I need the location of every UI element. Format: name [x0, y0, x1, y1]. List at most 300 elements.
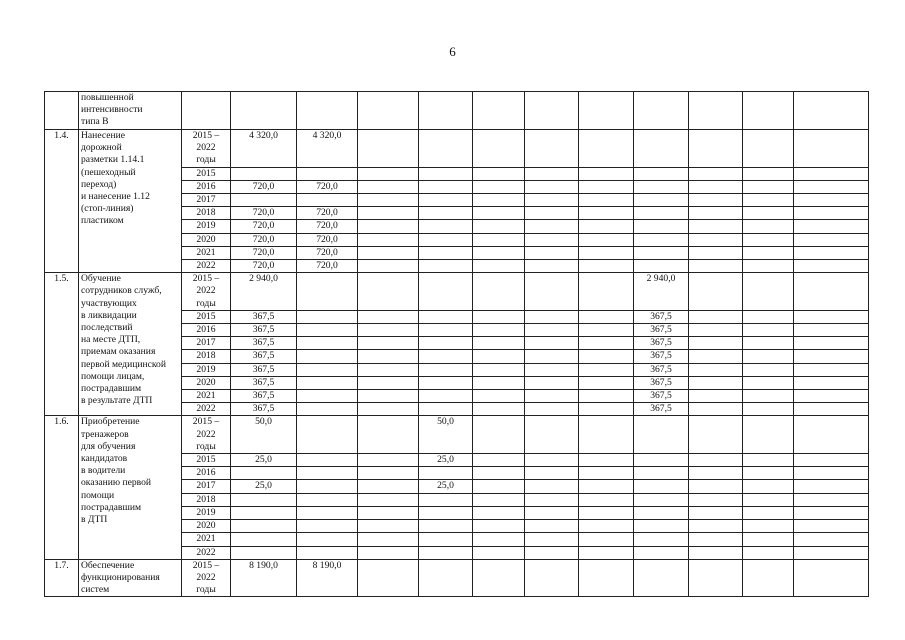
text-line: 2022: [196, 571, 216, 583]
year-cell: 2019: [182, 363, 231, 376]
value-cell: [743, 493, 794, 506]
text-line: приемам оказания: [81, 346, 156, 358]
value-cell: [689, 167, 743, 180]
value-cell: [689, 92, 743, 130]
year-cell: 2022: [182, 546, 231, 559]
value-cell: [743, 559, 794, 597]
value-cell: [525, 350, 579, 363]
value-cell: [689, 480, 743, 493]
value-cell: [419, 337, 473, 350]
year-cell: 2015: [182, 454, 231, 467]
value-cell: [794, 310, 869, 323]
value-cell: [473, 246, 525, 259]
value-cell: [525, 546, 579, 559]
value-cell: [419, 310, 473, 323]
item-number-cell: [45, 92, 79, 130]
value-cell: [473, 363, 525, 376]
text-line: функционирования: [81, 571, 160, 583]
value-cell: [297, 194, 358, 207]
value-cell: [794, 403, 869, 416]
value-cell: [473, 376, 525, 389]
text-line: 2022: [196, 428, 216, 440]
value-cell: [794, 167, 869, 180]
year-cell: 2015: [182, 167, 231, 180]
value-cell: [689, 403, 743, 416]
value-cell: [358, 493, 419, 506]
value-cell: [358, 350, 419, 363]
value-cell: [634, 233, 689, 246]
value-cell: [743, 520, 794, 533]
value-cell: 25,0: [419, 480, 473, 493]
value-cell: [579, 416, 634, 454]
year-cell: 2020: [182, 376, 231, 389]
value-cell: [525, 130, 579, 168]
value-cell: [473, 233, 525, 246]
table-row: [45, 416, 869, 454]
table-row: [45, 130, 869, 168]
text-line: пострадавшим: [81, 383, 142, 395]
value-cell: [743, 506, 794, 519]
value-cell: [689, 246, 743, 259]
value-cell: [743, 180, 794, 193]
value-cell: [297, 310, 358, 323]
value-cell: [358, 92, 419, 130]
value-cell: 367,5: [634, 403, 689, 416]
value-cell: [525, 246, 579, 259]
text-line: сотрудников служб,: [81, 285, 162, 297]
value-cell: [634, 260, 689, 273]
value-cell: [794, 337, 869, 350]
value-cell: [419, 559, 473, 597]
table-row-continued: [45, 92, 869, 130]
value-cell: [358, 310, 419, 323]
value-cell: 367,5: [231, 337, 297, 350]
text-line: и нанесение 1.12: [81, 191, 150, 203]
value-cell: [634, 559, 689, 597]
value-cell: [473, 260, 525, 273]
value-cell: [743, 324, 794, 337]
value-cell: [182, 92, 231, 130]
value-cell: [297, 363, 358, 376]
value-cell: 720,0: [231, 220, 297, 233]
value-cell: [689, 220, 743, 233]
value-cell: [231, 194, 297, 207]
text-line: последствий: [81, 322, 133, 334]
text-line: 2015 –: [192, 559, 220, 571]
value-cell: [794, 533, 869, 546]
value-cell: 25,0: [231, 454, 297, 467]
value-cell: [579, 376, 634, 389]
value-cell: [579, 363, 634, 376]
value-cell: [579, 390, 634, 403]
item-name-cell: [79, 559, 182, 597]
value-cell: [358, 533, 419, 546]
value-cell: [579, 403, 634, 416]
value-cell: [525, 92, 579, 130]
value-cell: [689, 533, 743, 546]
value-cell: 367,5: [231, 390, 297, 403]
value-cell: 367,5: [231, 376, 297, 389]
text-line: кандидатов: [81, 453, 128, 465]
value-cell: [525, 207, 579, 220]
value-cell: [231, 520, 297, 533]
text-line: в ДТП: [81, 514, 108, 526]
text-line: в ликвидации: [81, 309, 137, 321]
value-cell: [794, 376, 869, 389]
value-cell: [743, 467, 794, 480]
value-cell: [689, 493, 743, 506]
text-line: в результате ДТП: [81, 395, 153, 407]
value-cell: 720,0: [231, 260, 297, 273]
value-cell: 367,5: [634, 350, 689, 363]
value-cell: [634, 546, 689, 559]
value-cell: [419, 390, 473, 403]
value-cell: [743, 376, 794, 389]
value-cell: [743, 92, 794, 130]
value-cell: [689, 180, 743, 193]
value-cell: [794, 390, 869, 403]
value-cell: [634, 220, 689, 233]
text-line: на месте ДТП,: [81, 334, 141, 346]
value-cell: [419, 467, 473, 480]
year-cell: 2022: [182, 403, 231, 416]
value-cell: [743, 130, 794, 168]
value-cell: [794, 546, 869, 559]
value-cell: [297, 390, 358, 403]
period-cell: [182, 559, 231, 597]
value-cell: [579, 180, 634, 193]
value-cell: [634, 493, 689, 506]
value-cell: [579, 533, 634, 546]
text-line: годы: [196, 440, 216, 452]
value-cell: [689, 310, 743, 323]
item-name-cell: [79, 416, 182, 559]
value-cell: [297, 454, 358, 467]
text-line: (стоп-линия): [81, 203, 134, 215]
text-line: (пешеходный: [81, 166, 136, 178]
value-cell: 367,5: [634, 310, 689, 323]
value-cell: [297, 520, 358, 533]
text-line: 2022: [196, 142, 216, 154]
year-cell: 2020: [182, 520, 231, 533]
value-cell: [419, 130, 473, 168]
value-cell: [689, 390, 743, 403]
value-cell: [794, 233, 869, 246]
value-cell: [473, 506, 525, 519]
value-cell: [794, 246, 869, 259]
text-line: для обучения: [81, 440, 136, 452]
value-cell: [689, 520, 743, 533]
value-cell: [689, 233, 743, 246]
value-cell: [358, 180, 419, 193]
value-cell: [525, 324, 579, 337]
year-cell: 2017: [182, 480, 231, 493]
value-cell: [358, 480, 419, 493]
value-cell: 367,5: [231, 350, 297, 363]
value-cell: [794, 559, 869, 597]
value-cell: [743, 220, 794, 233]
value-cell: [689, 207, 743, 220]
value-cell: [794, 130, 869, 168]
value-cell: [419, 220, 473, 233]
value-cell: 720,0: [297, 260, 358, 273]
value-cell: 720,0: [231, 246, 297, 259]
value-cell: [525, 520, 579, 533]
value-cell: [634, 454, 689, 467]
value-cell: [579, 350, 634, 363]
value-cell: [358, 233, 419, 246]
year-cell: 2017: [182, 337, 231, 350]
value-cell: 8 190,0: [297, 559, 358, 597]
year-cell: 2016: [182, 324, 231, 337]
text-line: переход): [81, 178, 117, 190]
value-cell: [689, 324, 743, 337]
value-cell: [743, 194, 794, 207]
value-cell: [358, 194, 419, 207]
value-cell: [358, 337, 419, 350]
text-line: повышенной: [81, 92, 134, 103]
period-cell: [182, 273, 231, 311]
value-cell: [297, 533, 358, 546]
year-cell: 2020: [182, 233, 231, 246]
value-cell: [525, 467, 579, 480]
value-cell: [297, 506, 358, 519]
value-cell: 720,0: [297, 220, 358, 233]
value-cell: [473, 520, 525, 533]
value-cell: [689, 130, 743, 168]
value-cell: [689, 416, 743, 454]
value-cell: [358, 363, 419, 376]
year-cell: 2015: [182, 310, 231, 323]
text-line: 2015 –: [192, 416, 220, 428]
value-cell: 367,5: [231, 324, 297, 337]
value-cell: [579, 506, 634, 519]
text-line: систем: [81, 584, 110, 596]
value-cell: [525, 403, 579, 416]
value-cell: [579, 273, 634, 311]
value-cell: 367,5: [634, 376, 689, 389]
value-cell: [634, 467, 689, 480]
text-line: тренажеров: [81, 428, 129, 440]
value-cell: [419, 324, 473, 337]
value-cell: [297, 337, 358, 350]
value-cell: [525, 310, 579, 323]
value-cell: [419, 194, 473, 207]
value-cell: [419, 167, 473, 180]
value-cell: [419, 546, 473, 559]
value-cell: [743, 337, 794, 350]
value-cell: [358, 130, 419, 168]
value-cell: [579, 559, 634, 597]
value-cell: [358, 324, 419, 337]
value-cell: [689, 376, 743, 389]
value-cell: [297, 403, 358, 416]
value-cell: [231, 546, 297, 559]
year-cell: 2016: [182, 180, 231, 193]
value-cell: [743, 416, 794, 454]
value-cell: [579, 194, 634, 207]
item-number-cell: 1.6.: [45, 416, 79, 559]
value-cell: [579, 454, 634, 467]
text-line: 2015 –: [192, 273, 220, 285]
value-cell: [743, 363, 794, 376]
value-cell: [743, 350, 794, 363]
value-cell: [525, 260, 579, 273]
table-body: [45, 92, 869, 597]
value-cell: [743, 546, 794, 559]
value-cell: [473, 220, 525, 233]
text-line: разметки 1.14.1: [81, 154, 145, 166]
value-cell: [689, 454, 743, 467]
value-cell: [634, 207, 689, 220]
value-cell: [689, 559, 743, 597]
value-cell: [634, 520, 689, 533]
value-cell: [743, 246, 794, 259]
value-cell: [473, 416, 525, 454]
value-cell: 720,0: [231, 233, 297, 246]
value-cell: [297, 273, 358, 311]
text-line: годы: [196, 297, 216, 309]
value-cell: [525, 273, 579, 311]
text-line: участвующих: [81, 297, 137, 309]
value-cell: [525, 220, 579, 233]
value-cell: [358, 416, 419, 454]
value-cell: [473, 207, 525, 220]
value-cell: [634, 180, 689, 193]
year-cell: 2018: [182, 207, 231, 220]
text-line: первой медицинской: [81, 358, 166, 370]
value-cell: [689, 194, 743, 207]
value-cell: [473, 533, 525, 546]
value-cell: [419, 533, 473, 546]
value-cell: [634, 506, 689, 519]
value-cell: [689, 467, 743, 480]
text-line: пластиком: [81, 215, 124, 227]
year-cell: 2018: [182, 350, 231, 363]
year-cell: 2021: [182, 533, 231, 546]
value-cell: [634, 92, 689, 130]
value-cell: [634, 194, 689, 207]
value-cell: [419, 403, 473, 416]
value-cell: 25,0: [231, 480, 297, 493]
value-cell: 720,0: [297, 180, 358, 193]
value-cell: [743, 273, 794, 311]
value-cell: 720,0: [231, 180, 297, 193]
value-cell: [794, 493, 869, 506]
value-cell: [419, 246, 473, 259]
text-line: дорожной: [81, 142, 122, 154]
value-cell: [743, 167, 794, 180]
value-cell: [358, 546, 419, 559]
value-cell: [689, 350, 743, 363]
value-cell: [794, 480, 869, 493]
value-cell: [525, 454, 579, 467]
value-cell: [473, 493, 525, 506]
value-cell: [419, 493, 473, 506]
value-cell: [794, 194, 869, 207]
value-cell: [473, 480, 525, 493]
value-cell: [794, 207, 869, 220]
value-cell: [297, 324, 358, 337]
value-cell: [525, 233, 579, 246]
value-cell: [297, 416, 358, 454]
value-cell: [794, 520, 869, 533]
value-cell: 367,5: [231, 403, 297, 416]
value-cell: [231, 533, 297, 546]
item-number-cell: 1.7.: [45, 559, 79, 597]
value-cell: [473, 324, 525, 337]
value-cell: [419, 180, 473, 193]
value-cell: [689, 337, 743, 350]
text-line: Обеспечение: [81, 559, 135, 571]
text-line: Нанесение: [81, 130, 125, 141]
value-cell: [231, 167, 297, 180]
text-line: оказанию первой: [81, 477, 152, 489]
value-cell: [794, 416, 869, 454]
value-cell: [525, 493, 579, 506]
item-name-cell: [79, 273, 182, 416]
value-cell: [473, 390, 525, 403]
value-cell: [579, 467, 634, 480]
value-cell: 367,5: [634, 324, 689, 337]
value-cell: [473, 454, 525, 467]
item-name-cell: [79, 130, 182, 273]
value-cell: 2 940,0: [634, 273, 689, 311]
value-cell: 2 940,0: [231, 273, 297, 311]
value-cell: [794, 467, 869, 480]
value-cell: [579, 324, 634, 337]
text-line: интенсивности: [81, 104, 143, 116]
value-cell: [473, 559, 525, 597]
value-cell: [358, 220, 419, 233]
value-cell: [231, 92, 297, 130]
value-cell: [525, 559, 579, 597]
year-cell: 2017: [182, 194, 231, 207]
value-cell: [358, 207, 419, 220]
value-cell: [634, 416, 689, 454]
value-cell: 50,0: [231, 416, 297, 454]
value-cell: [634, 480, 689, 493]
value-cell: [579, 207, 634, 220]
value-cell: 8 190,0: [231, 559, 297, 597]
value-cell: [358, 246, 419, 259]
value-cell: [419, 376, 473, 389]
text-line: 2015 –: [192, 130, 220, 141]
year-cell: 2021: [182, 390, 231, 403]
value-cell: [579, 92, 634, 130]
value-cell: 367,5: [634, 363, 689, 376]
value-cell: [794, 363, 869, 376]
value-cell: [743, 310, 794, 323]
value-cell: [419, 363, 473, 376]
value-cell: 4 320,0: [297, 130, 358, 168]
year-cell: 2019: [182, 506, 231, 519]
value-cell: [794, 273, 869, 311]
value-cell: [473, 167, 525, 180]
value-cell: 367,5: [231, 310, 297, 323]
value-cell: [525, 533, 579, 546]
value-cell: [743, 533, 794, 546]
value-cell: [794, 92, 869, 130]
value-cell: [358, 260, 419, 273]
value-cell: [579, 220, 634, 233]
value-cell: 720,0: [297, 246, 358, 259]
value-cell: [473, 310, 525, 323]
item-number-cell: 1.5.: [45, 273, 79, 416]
text-line: Приобретение: [81, 416, 140, 428]
value-cell: [579, 260, 634, 273]
value-cell: [579, 493, 634, 506]
